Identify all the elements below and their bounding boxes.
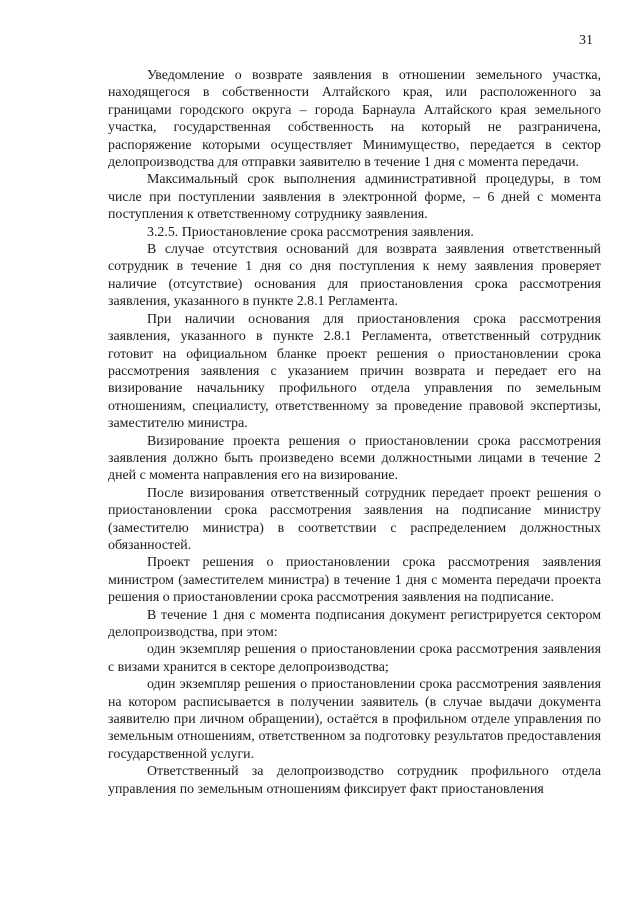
paragraph-check-grounds: В случае отсутствия оснований для возврата заявления ответственный сотрудник в течение 1 дня со дня поступления к нему заявления проверяет наличие (отсутствие) основания для приостановления срока рассмотрения заявления, указанного в пункте 2.8.1 Регламента. (108, 242, 601, 310)
paragraph-max-duration: Максимальный срок выполнения административной процедуры, в том числе при поступлении заявления в электронной форме, – 6 дней с момента поступления к ответственному сотруднику заявления. (108, 172, 601, 223)
section-heading-3-2-5: 3.2.5. Приостановление срока рассмотрения заявления. (147, 224, 474, 240)
page-number: 31 (579, 33, 593, 48)
paragraph-prepare-draft: При наличии основания для приостановления срока рассмотрения заявления, указанного в пункте 2.8.1 Регламента, ответственный сотрудник готовит на официальном бланке проект решения о приостановлении срока рассмотрения заявления с указанием причин возврата и передает его на визирование начальнику профильного отдела управления по земельным отношениям, специалисту, ответственному за проведение правовой экспертизы, заместителю министра. (108, 311, 601, 432)
paragraph-signing-transfer: После визирования ответственный сотрудник передает проект решения о приостановлении срока рассмотрения заявления на подписание министру (заместителю министра) в соответствии с распределением должностных обязанностей. (108, 485, 601, 553)
paragraph-record-suspension: Ответственный за делопроизводство сотрудник профильного отдела управления по земельным отношениям фиксирует факт приостановления (108, 764, 601, 797)
paragraph-approval-term: Визирование проекта решения о приостановлении срока рассмотрения заявления должно быть произведено всеми должностными лицами в течение 2 дней с момента направления его на визирование. (108, 433, 601, 484)
paragraph-copy-applicant: один экземпляр решения о приостановлении срока рассмотрения заявления на котором расписывается в получении заявитель (в случае выдачи документа заявителю при личном обращении), остаётся в профильном отделе управления по земельным отношениям, ответственном за подготовку результатов предоставления государственной услуги. (108, 677, 601, 762)
paragraph-minister-signing: Проект решения о приостановлении срока рассмотрения заявления министром (заместителем министра) в течение 1 дня с момента передачи проекта решения о приостановлении срока рассмотрения заявления на подписание. (108, 555, 601, 606)
document-body (108, 67, 601, 798)
paragraph-copy-archive: один экземпляр решения о приостановлении срока рассмотрения заявления с визами хранится в секторе делопроизводства; (108, 642, 601, 675)
paragraph-registration: В течение 1 дня с момента подписания документ регистрируется сектором делопроизводства, при этом: (108, 607, 601, 640)
paragraph-return-notice: Уведомление о возврате заявления в отношении земельного участка, находящегося в собственности Алтайского края, или расположенного за границами городского округа – города Барнаула Алтайского края земельного участка, государственная собственность на который не разграничена, распоряжение которыми осуществляет Минимущество, передается в сектор делопроизводства для отправки заявителю в течение 1 дня с момента передачи. (108, 68, 601, 171)
